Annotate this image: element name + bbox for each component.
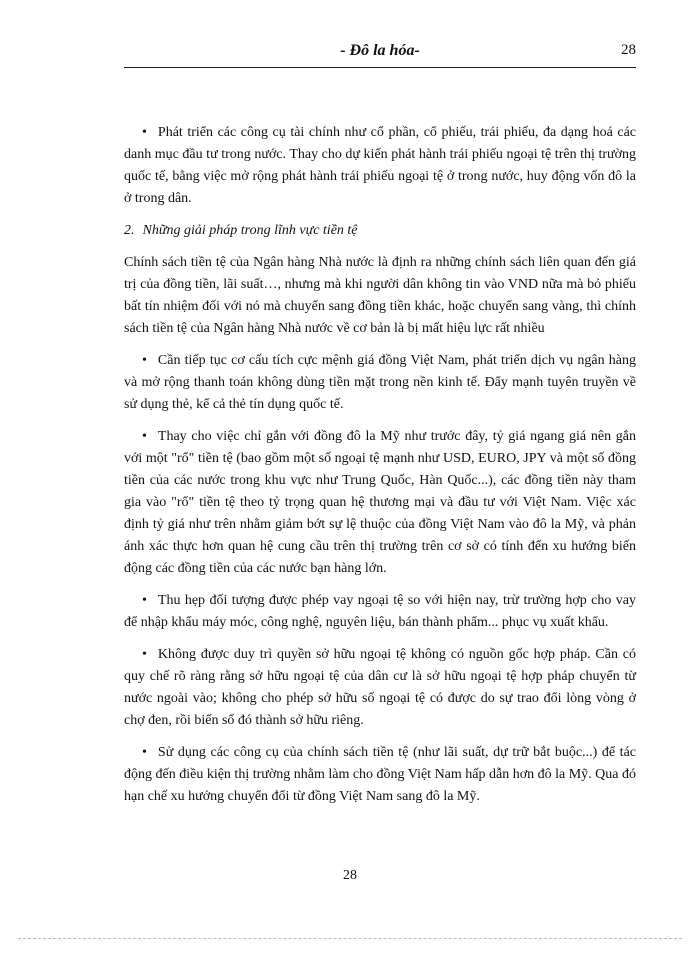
header-divider <box>124 67 636 68</box>
bullet-text: Không được duy trì quyền sở hữu ngoại tệ không có nguồn gốc hợp pháp. Cần có quy chế rõ ràng rằng sở hữu ngoại tệ của dân cư là sở hữu ngoại tệ hợp pháp chuyển từ nước ngoài vào; không cho phép sở hữu số ngoại tệ có được do sự trao đổi lòng vòng ở chợ đen, rồi biến số đó thành sở hữu riêng. <box>124 647 636 728</box>
bullet-icon: • <box>142 647 147 662</box>
bullet-text: Thay cho việc chỉ gắn với đồng đô la Mỹ như trước đây, tỷ giá ngang giá nên gắn với một "rổ" tiền tệ (bao gồm một số ngoại tệ mạnh như USD, EURO, JPY và một số đồng tiền của các nước trong khu vực như Trung Quốc, Hàn Quốc...), các đồng tiền này tham gia vào "rổ" tiền tệ theo tỷ trọng quan hệ thương mại và đầu tư với Việt Nam. Việc xác định tỷ giá như trên nhằm giảm bớt sự lệ thuộc của đồng Việt Nam vào đô la Mỹ, và phản ánh xác thực hơn quan hệ cung cầu trên thị trường trên cơ sở có tính đến xu hướng biến động các đồng tiền của các nước bạn hàng lớn. <box>124 429 636 576</box>
header-page-number: 28 <box>621 42 636 58</box>
section-heading <box>124 220 636 242</box>
bullet-icon: • <box>142 429 147 444</box>
bullet-icon: • <box>142 593 147 608</box>
section-title: Những giải pháp trong lĩnh vực tiền tệ <box>142 223 358 238</box>
section-number: 2. <box>124 223 135 238</box>
bullet-item <box>124 350 636 416</box>
bullet-icon: • <box>142 125 147 140</box>
bullet-text: Sử dụng các công cụ của chính sách tiền tệ (như lãi suất, dự trữ bắt buộc...) để tác động đến điều kiện thị trường nhằm làm cho đồng Việt Nam hấp dẫn hơn đô la Mỹ. Qua đó hạn chế xu hướng chuyển đổi từ đồng Việt Nam sang đô la Mỹ. <box>124 745 636 804</box>
header-title: - Đô la hóa- <box>340 42 420 59</box>
intro-bullet-text: Phát triển các công cụ tài chính như cổ phần, cổ phiếu, trái phiếu, đa dạng hoá các danh mục đầu tư trong nước. Thay cho dự kiến phát hành trái phiếu ngoại tệ trên thị trường quốc tế, bằng việc mở rộng phát hành trái phiếu ngoại tệ ở trong nước, huy động vốn đô la ở trong dân. <box>124 125 636 206</box>
bullet-item <box>124 426 636 580</box>
bullet-item <box>124 644 636 732</box>
bullet-icon: • <box>142 353 147 368</box>
page-bottom-divider <box>18 938 682 939</box>
page-body <box>124 122 636 818</box>
footer-page-number: 28 <box>343 868 357 883</box>
bullet-text: Cần tiếp tục cơ cấu tích cực mệnh giá đồng Việt Nam, phát triển dịch vụ ngân hàng và mở rộng thanh toán không dùng tiền mặt trong nền kinh tế. Đẩy mạnh tuyên truyền về sử dụng thẻ, kể cả thẻ tín dụng quốc tế. <box>124 353 636 412</box>
bullet-icon: • <box>142 745 147 760</box>
intro-bullet <box>124 122 636 210</box>
bullet-item <box>124 590 636 634</box>
bullet-text: Thu hẹp đối tượng được phép vay ngoại tệ so với hiện nay, trừ trường hợp cho vay để nhập khẩu máy móc, công nghệ, nguyên liệu, bán thành phẩm... phục vụ xuất khẩu. <box>124 593 636 630</box>
page-header <box>124 42 636 66</box>
bullet-item <box>124 742 636 808</box>
monetary-policy-paragraph: Chính sách tiền tệ của Ngân hàng Nhà nước là định ra những chính sách liên quan đến giá trị của đồng tiền, lãi suất…, nhưng mà khi người dân không tin vào VND nữa mà bỏ phiếu bất tín nhiệm đối với nó mà chuyển sang đồng tiền khác, hoặc chuyển sang vàng, thì chính sách tiền tệ của Ngân hàng Nhà nước về cơ bản là bị mất hiệu lực rất nhiều <box>124 255 636 336</box>
